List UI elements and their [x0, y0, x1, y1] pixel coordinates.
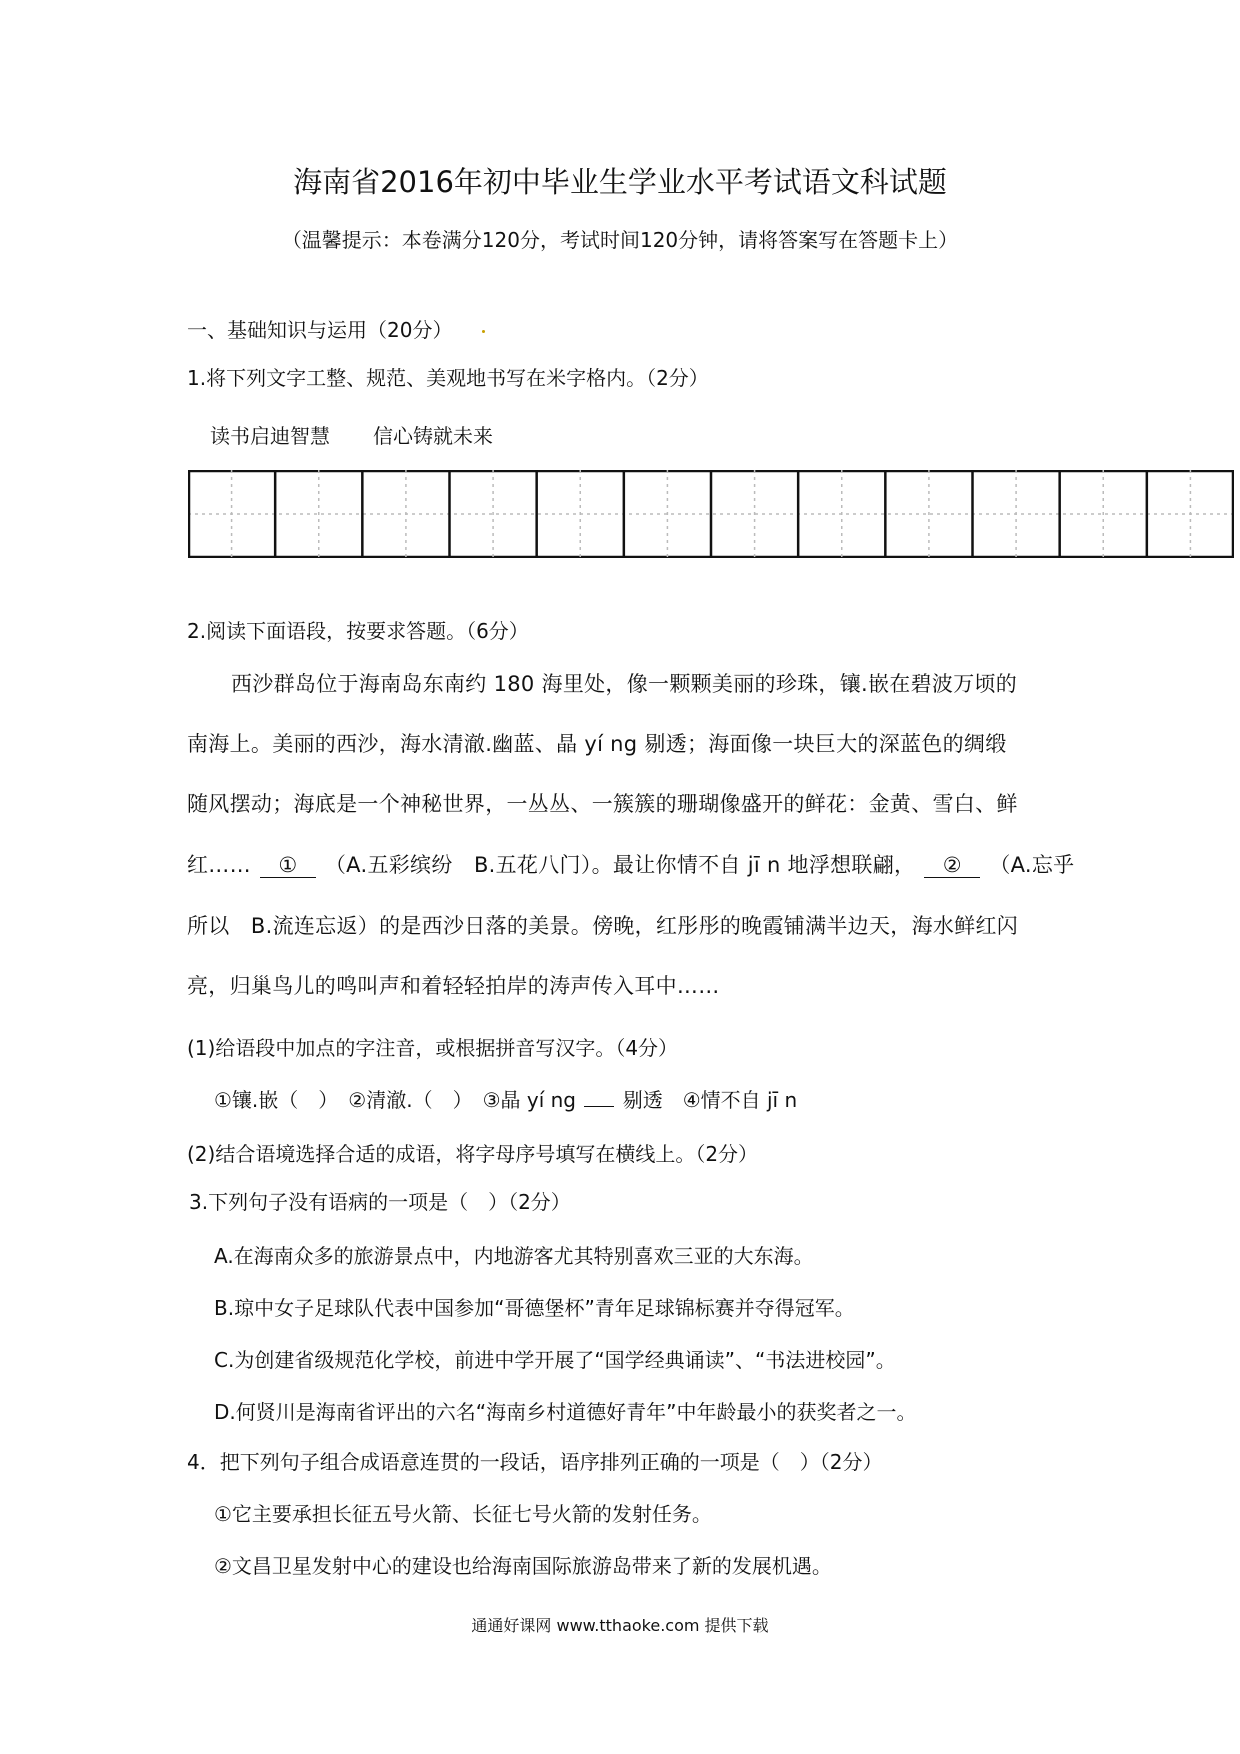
decorative-dot	[482, 330, 485, 333]
question-4-prompt: 4．把下列句子组合成语意连贯的一段话，语序排列正确的一项是（ ）（2分）	[187, 1450, 883, 1474]
question-1-prompt: 1.将下列文字工整、规范、美观地书写在米字格内。（2分）	[187, 366, 709, 390]
sub-1-items-b: 剔透 ④情不自 jī n	[622, 1088, 798, 1112]
question-2-sub-1: (1)给语段中加点的字注音，或根据拼音写汉字。（4分）	[187, 1036, 679, 1060]
question-3-prompt: 3.下列句子没有语病的一项是（ ）（2分）	[189, 1190, 571, 1214]
passage-line-4-start: 红……	[187, 853, 251, 877]
question-2-sub-1-items	[214, 1084, 797, 1113]
exam-notice: （温馨提示：本卷满分120分，考试时间120分钟，请将答案写在答题卡上）	[281, 228, 959, 252]
passage-line-2: 南海上。美丽的西沙，海水清澈.幽蓝、晶 yí ng 剔透；海面像一块巨大的深蓝色的绸缎	[187, 732, 1007, 756]
question-1-phrase-2: 信心铸就未来	[373, 424, 493, 448]
question-3-option-b: B.琼中女子足球队代表中国参加“哥德堡杯”青年足球锦标赛并夺得冠军。	[214, 1296, 855, 1320]
blank-2[interactable]: ②	[924, 853, 980, 878]
question-3-option-c: C.为创建省级规范化学校，前进中学开展了“国学经典诵读”、“书法进校园”。	[214, 1348, 896, 1372]
section-heading: 一、基础知识与运用（20分）	[187, 318, 453, 342]
question-2-sub-2: (2)结合语境选择合适的成语，将字母序号填写在横线上。（2分）	[187, 1142, 759, 1166]
question-4-sentence-2: ②文昌卫星发射中心的建设也给海南国际旅游岛带来了新的发展机遇。	[214, 1554, 832, 1578]
passage-line-4-end: （A.忘乎	[989, 853, 1075, 877]
passage-line-6: 亮，归巢鸟儿的鸣叫声和着轻轻拍岸的涛声传入耳中……	[187, 974, 720, 998]
question-1-phrase-1: 读书启迪智慧	[210, 424, 330, 448]
question-3-option-a: A.在海南众多的旅游景点中，内地游客尤其特别喜欢三亚的大东海。	[214, 1244, 814, 1268]
sub-1-items-a: ①镶.嵌（ ） ②清澈.（ ） ③晶 yí ng	[214, 1088, 576, 1112]
writing-grid[interactable]	[188, 470, 1234, 558]
pinyin-blank[interactable]	[584, 1106, 614, 1107]
passage-line-3: 随风摆动；海底是一个神秘世界，一丛丛、一簇簇的珊瑚像盛开的鲜花：金黄、雪白、鲜	[187, 792, 1018, 816]
passage-line-5: 所以 B.流连忘返）的是西沙日落的美景。傍晚，红彤彤的晚霞铺满半边天，海水鲜红闪	[187, 914, 1019, 938]
page-footer: 通通好课网 www.tthaoke.com 提供下载	[471, 1616, 769, 1635]
passage-line-1: 西沙群岛位于海南岛东南约 180 海里处，像一颗颗美丽的珍珠，镶.嵌在碧波万顷的	[231, 672, 1018, 696]
passage-line-4	[187, 849, 1074, 879]
page-title: 海南省2016年初中毕业生学业水平考试语文科试题	[293, 165, 947, 199]
question-2-prompt: 2.阅读下面语段，按要求答题。（6分）	[187, 619, 529, 643]
question-4-sentence-1: ①它主要承担长征五号火箭、长征七号火箭的发射任务。	[214, 1502, 712, 1526]
blank-1[interactable]: ①	[260, 853, 316, 878]
question-3-option-d: D.何贤川是海南省评出的六名“海南乡村道德好青年”中年龄最小的获奖者之一。	[214, 1400, 917, 1424]
passage-line-4-middle: （A.五彩缤纷 B.五花八门）。最让你情不自 jī n 地浮想联翩，	[324, 853, 916, 877]
